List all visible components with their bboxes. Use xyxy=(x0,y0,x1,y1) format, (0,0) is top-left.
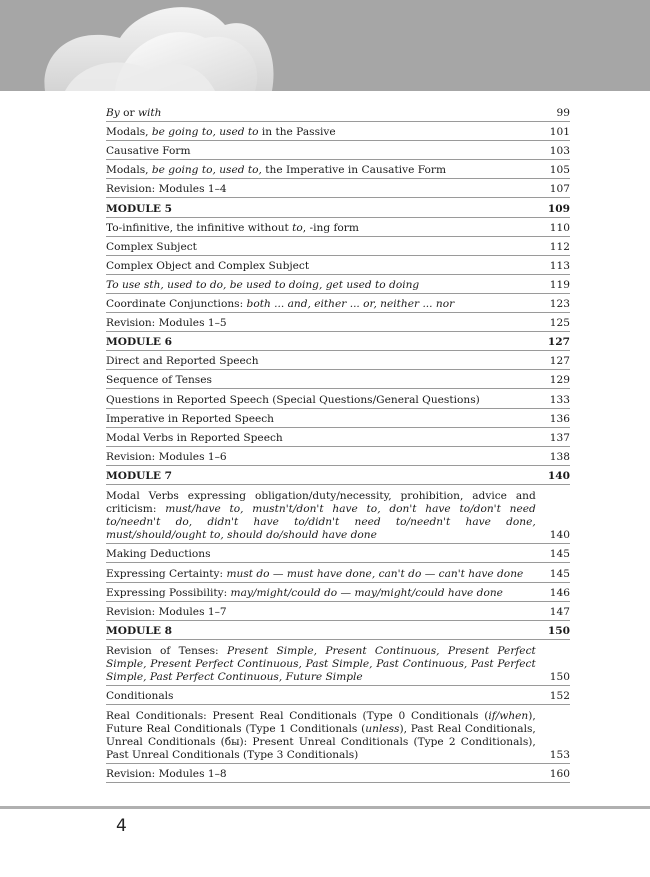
toc-title-segment: Complex Subject xyxy=(106,240,197,253)
toc-entry[interactable] xyxy=(106,563,570,583)
toc-page-number: 103 xyxy=(549,145,570,158)
toc-entry[interactable] xyxy=(106,409,570,428)
toc-entry-title xyxy=(106,587,550,600)
toc-entry-title xyxy=(106,336,548,349)
toc-title-segment: Revision: Modules 1–8 xyxy=(106,768,227,781)
toc-title-segment: Imperative in Reported Speech xyxy=(106,412,274,425)
toc-entry[interactable] xyxy=(106,313,570,332)
page-number: 4 xyxy=(116,816,127,836)
toc-title-segment: Expressing Possibility: xyxy=(106,587,231,600)
toc-title-segment: Present Simple, Present Continuous, Present Perfect Simple, Present Perfect Continuous, Past Simple, Past Continuous, Past Perfect Simple, Past Perfect Continuous, Future Simple xyxy=(106,645,536,684)
toc-title-segment: Conditionals xyxy=(106,690,174,703)
toc-page-number: 133 xyxy=(549,393,570,406)
toc-title-segment: or xyxy=(119,107,138,120)
toc-entry[interactable] xyxy=(106,103,570,122)
toc-entry-title xyxy=(106,126,550,139)
toc-page-number: 140 xyxy=(549,528,570,541)
toc-entry[interactable] xyxy=(106,237,570,256)
toc-module-heading[interactable] xyxy=(106,332,570,351)
toc-page-number: 127 xyxy=(547,336,570,349)
toc-title-segment: the Imperative in Causative Form xyxy=(261,164,447,177)
toc-entry-title xyxy=(106,413,550,426)
toc-entry-title xyxy=(106,710,550,762)
toc-title-segment: MODULE 6 xyxy=(106,336,172,349)
toc-page-number: 146 xyxy=(549,587,570,600)
toc-entry-title xyxy=(106,432,550,445)
toc-entry-title xyxy=(106,606,550,619)
toc-entry[interactable] xyxy=(106,447,570,466)
toc-title-segment: Expressing Certainty: xyxy=(106,567,227,580)
toc-page-number: 110 xyxy=(549,221,570,234)
toc-page-number: 123 xyxy=(549,298,570,311)
toc-title-segment: Making Deductions xyxy=(106,547,211,560)
toc-page-number: 137 xyxy=(549,431,570,444)
toc-entry-title xyxy=(106,183,550,196)
toc-title-segment: must/have to, mustn't/don't have to, don't have to/don't need to/needn't do, didn't have to/didn't need to/needn't have done, must/should/ought to, should do/should have done xyxy=(106,502,536,541)
toc-entry[interactable] xyxy=(106,583,570,602)
toc-title-segment: be going to, used to, xyxy=(151,164,262,177)
toc-entry[interactable] xyxy=(106,686,570,705)
toc-entry-title xyxy=(106,394,550,407)
toc-title-segment: Direct and Reported Speech xyxy=(106,355,259,368)
toc-entry-title xyxy=(106,768,550,781)
toc-entry[interactable] xyxy=(106,218,570,237)
toc-entry-title xyxy=(106,374,550,387)
toc-title-segment: Modal Verbs expressing obligation/duty/necessity, prohibition, advice and criticism: xyxy=(106,489,536,515)
toc-title-segment: Complex Object and Complex Subject xyxy=(106,259,310,272)
toc-page-number: 150 xyxy=(549,671,570,684)
toc-title-segment: , -ing form xyxy=(302,221,359,234)
toc-title-segment: both ... and, either ... or, neither ... nor xyxy=(246,298,455,311)
toc-entry[interactable] xyxy=(106,389,570,408)
toc-entry-title xyxy=(106,107,557,120)
toc-page-number: 160 xyxy=(549,768,570,781)
toc-entry-title xyxy=(106,470,548,483)
toc-title-segment: may/might/could do — may/might/could have done xyxy=(230,587,503,600)
toc-entry-title xyxy=(106,625,548,638)
toc-entry[interactable] xyxy=(106,294,570,313)
toc-page-number: 152 xyxy=(549,690,570,703)
toc-title-segment: must do — must have done, can't do — can't have done xyxy=(226,567,524,580)
toc-page-number: 119 xyxy=(549,278,570,291)
toc-title-segment: ), Future Real Conditionals (Type 1 Conditionals ( xyxy=(106,710,536,736)
toc-entry-title xyxy=(106,690,550,703)
toc-title-segment: to xyxy=(292,221,303,234)
toc-page-number: 150 xyxy=(547,625,570,638)
toc-title-segment: Revision: Modules 1–5 xyxy=(106,317,227,330)
toc-entry[interactable] xyxy=(106,256,570,275)
toc-entry-title xyxy=(106,203,548,216)
toc-title-segment: Revision of Tenses: xyxy=(106,645,227,658)
toc-entry[interactable] xyxy=(106,351,570,370)
toc-entry-title xyxy=(106,568,550,581)
toc-page-number: 99 xyxy=(556,107,570,120)
toc-entry-title xyxy=(106,145,550,158)
toc-title-segment: unless xyxy=(365,723,400,736)
toc-entry[interactable] xyxy=(106,544,570,563)
footer-divider xyxy=(0,806,650,809)
toc-title-segment: MODULE 5 xyxy=(106,202,172,215)
toc-title-segment: be going to, used to xyxy=(151,126,259,139)
toc-title-segment: Revision: Modules 1–7 xyxy=(106,606,227,619)
toc-page-number: 127 xyxy=(549,355,570,368)
header-band xyxy=(0,0,650,91)
toc-page-number: 109 xyxy=(547,202,570,215)
toc-page-number: 129 xyxy=(549,374,570,387)
toc-title-segment: Real Conditionals: Present Real Conditionals (Type 0 Conditionals ( xyxy=(106,710,489,723)
toc-entry[interactable] xyxy=(106,122,570,141)
toc-entry[interactable] xyxy=(106,485,570,544)
toc-page-number: 145 xyxy=(549,567,570,580)
toc-entry-title xyxy=(106,317,550,330)
toc-entry[interactable] xyxy=(106,764,570,783)
toc-entry-title xyxy=(106,451,550,464)
toc-entry-title xyxy=(106,241,550,254)
toc-entry-title xyxy=(106,279,550,292)
toc-page-number: 140 xyxy=(547,469,570,482)
toc-page-number: 145 xyxy=(549,547,570,560)
toc-title-segment: if/when xyxy=(488,710,529,723)
toc-title-segment: MODULE 8 xyxy=(106,625,172,638)
toc-entry[interactable] xyxy=(106,275,570,294)
toc-entry-title xyxy=(106,548,550,561)
toc-page-number: 105 xyxy=(549,164,570,177)
toc-entry[interactable] xyxy=(106,705,570,764)
toc-title-segment: Sequence of Tenses xyxy=(106,374,212,387)
toc-page-number: 153 xyxy=(549,749,570,762)
toc-title-segment: Modal Verbs in Reported Speech xyxy=(106,431,283,444)
toc-title-segment: Causative Form xyxy=(106,145,191,158)
toc-module-heading[interactable] xyxy=(106,621,570,640)
toc-entry[interactable] xyxy=(106,640,570,686)
toc-entry-title xyxy=(106,164,550,177)
toc-entry-title xyxy=(106,490,550,542)
toc-entry[interactable] xyxy=(106,602,570,621)
toc-module-heading[interactable] xyxy=(106,466,570,485)
toc-page-number: 147 xyxy=(549,606,570,619)
toc-entry-title xyxy=(106,645,550,684)
toc-title-segment: Modals, xyxy=(106,164,152,177)
toc-title-segment: By xyxy=(106,107,120,120)
toc-title-segment: Questions in Reported Speech (Special Questions/General Questions) xyxy=(106,393,480,406)
toc-title-segment: To use sth, used to do, be used to doing, get used to doing xyxy=(106,278,420,291)
toc-entry-title xyxy=(106,355,550,368)
toc-entry[interactable] xyxy=(106,160,570,179)
toc-title-segment: MODULE 7 xyxy=(106,469,172,482)
toc-entry-title xyxy=(106,260,550,273)
toc-page-number: 125 xyxy=(549,317,570,330)
toc-title-segment: Revision: Modules 1–4 xyxy=(106,183,227,196)
toc-page-number: 112 xyxy=(549,240,570,253)
toc-page-number: 107 xyxy=(549,183,570,196)
toc-title-segment: with xyxy=(137,107,162,120)
toc-page-number: 138 xyxy=(549,450,570,463)
toc-entry[interactable] xyxy=(106,179,570,198)
toc-page-number: 101 xyxy=(549,126,570,139)
toc-page-number: 136 xyxy=(549,412,570,425)
toc-entry[interactable] xyxy=(106,370,570,389)
table-of-contents xyxy=(106,103,570,783)
toc-entry-title xyxy=(106,222,550,235)
toc-title-segment: To-infinitive, the infinitive without xyxy=(106,221,293,234)
decorative-petals xyxy=(0,0,650,91)
toc-title-segment: Modals, xyxy=(106,126,152,139)
toc-title-segment: Revision: Modules 1–6 xyxy=(106,450,227,463)
toc-module-heading[interactable] xyxy=(106,198,570,217)
toc-title-segment: ), Past Real Conditionals, Unreal Conditionals (бы): Present Unreal Conditionals (Type 2 Conditionals), Past Unreal Conditionals (Type 3 Conditionals) xyxy=(106,723,536,762)
toc-entry-title xyxy=(106,298,550,311)
toc-title-segment: Coordinate Conjunctions: xyxy=(106,298,247,311)
toc-entry[interactable] xyxy=(106,428,570,447)
toc-page-number: 113 xyxy=(549,259,570,272)
toc-entry[interactable] xyxy=(106,141,570,160)
toc-title-segment: in the Passive xyxy=(258,126,336,139)
